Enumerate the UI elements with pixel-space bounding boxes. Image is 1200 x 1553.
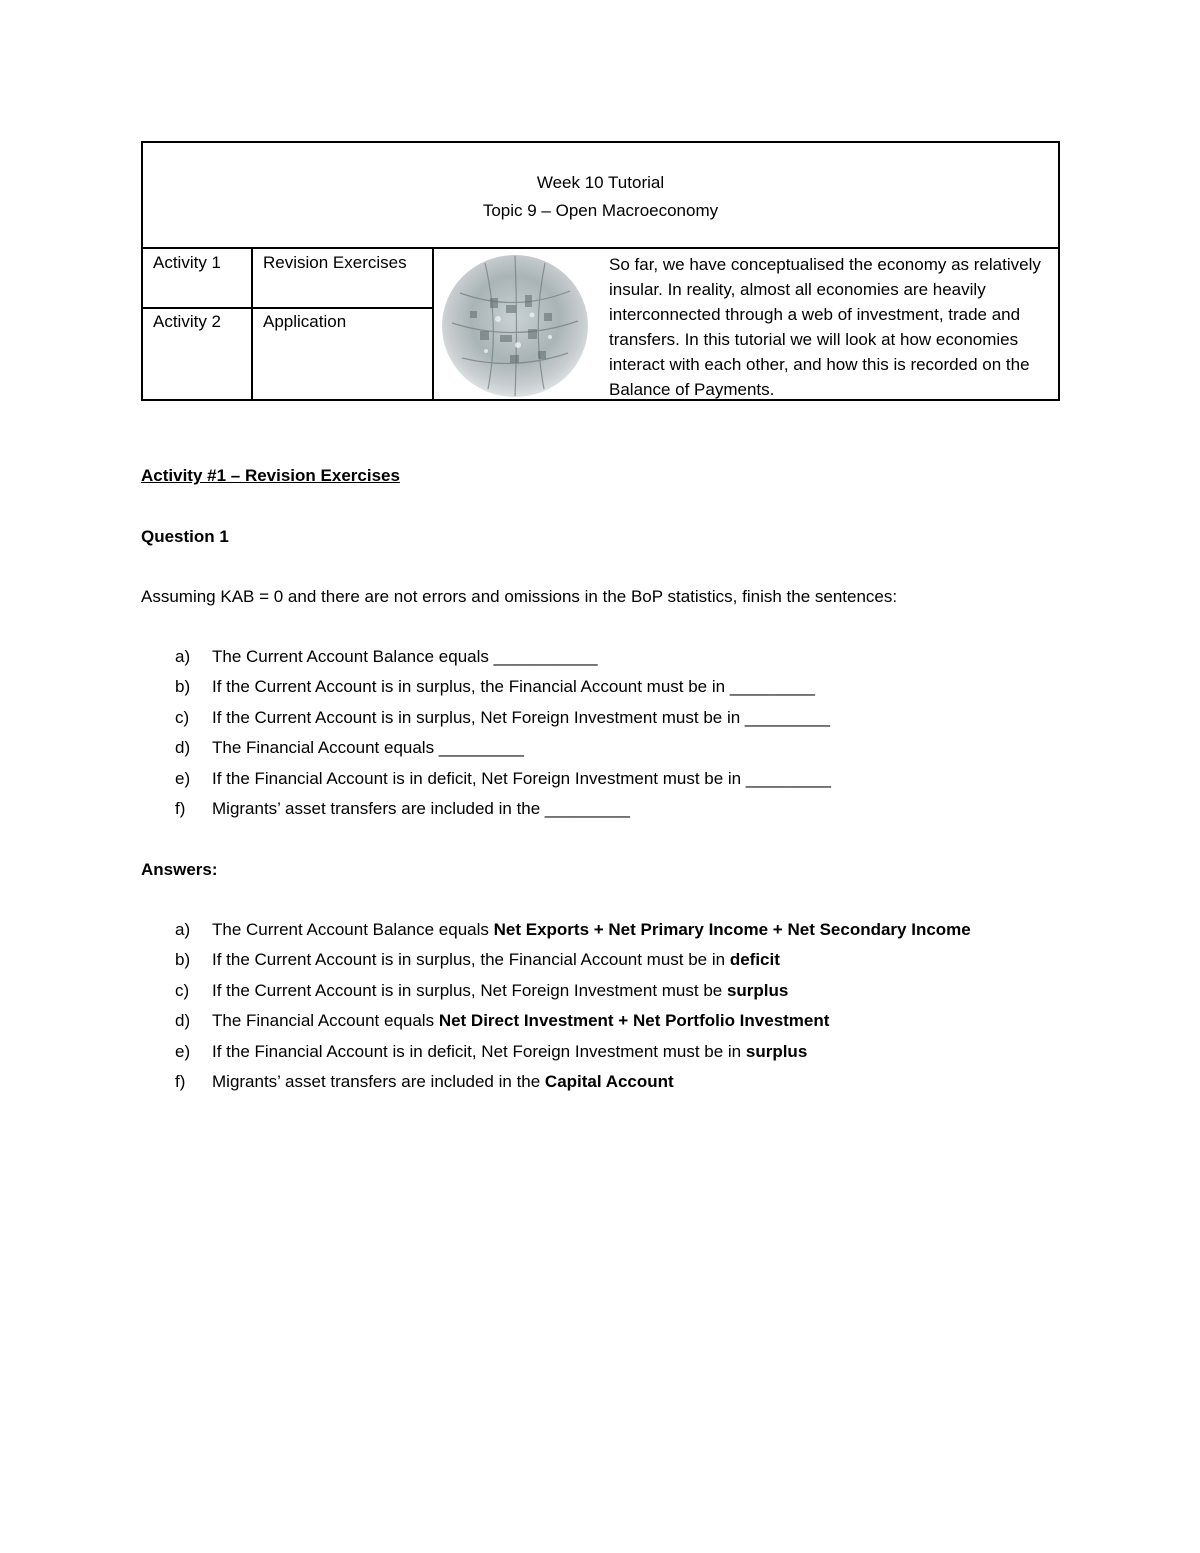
list-marker: e) [175, 1042, 191, 1061]
question-text: Migrants’ asset transfers are included in the _________ [212, 799, 631, 818]
activity-1-label: Activity 1 [153, 253, 222, 272]
answer-prompt: The Current Account Balance equals [212, 920, 494, 939]
answer-prompt: If the Financial Account is in deficit, Net Foreign Investment must be in [212, 1042, 746, 1061]
answer-line [212, 1011, 829, 1031]
list-marker: b) [175, 677, 191, 696]
topic-intro-text: So far, we have conceptualised the economy as relatively insular. In reality, almost all economies are heavily interconnected through a web of investment, trade and transfers. In this tutorial we will look at how economies interact with each other, and how this is recorded on the Balance of Payments. [609, 255, 1041, 399]
question-1-prompt: Assuming KAB = 0 and there are not errors and omissions in the BoP statistics, finish the sentences: [141, 587, 898, 606]
activity-2-title: Application [263, 312, 347, 331]
list-marker: e) [175, 769, 191, 788]
answer-value: Capital Account [544, 1072, 674, 1091]
answer-line [212, 981, 788, 1001]
question-text: If the Financial Account is in deficit, Net Foreign Investment must be in _________ [212, 769, 831, 788]
answer-value: surplus [745, 1042, 808, 1061]
answer-prompt: The Financial Account equals [212, 1011, 439, 1030]
question-1-heading: Question 1 [141, 527, 229, 546]
question-text: The Financial Account equals _________ [212, 738, 524, 757]
list-marker: d) [175, 738, 191, 757]
header-table [141, 141, 1060, 401]
list-marker: d) [175, 1011, 191, 1030]
answer-value: Net Exports + Net Primary Income + Net Secondary Income [493, 920, 971, 939]
tutorial-title: Week 10 Tutorial [536, 173, 665, 192]
answer-value: Net Direct Investment + Net Portfolio Investment [438, 1011, 830, 1030]
answer-line [212, 1042, 807, 1062]
answer-line [212, 1072, 674, 1092]
list-marker: b) [175, 950, 191, 969]
list-marker: a) [175, 647, 191, 666]
column-divider [251, 247, 253, 401]
list-marker: a) [175, 920, 191, 939]
activity-1-title: Revision Exercises [263, 253, 407, 272]
answer-line [212, 920, 971, 940]
activity-1-heading: Activity #1 – Revision Exercises [141, 466, 400, 485]
answer-value: deficit [729, 950, 780, 969]
row-divider [143, 307, 434, 309]
activity-2-label: Activity 2 [153, 312, 222, 331]
answer-prompt: If the Current Account is in surplus, Net Foreign Investment must be [212, 981, 727, 1000]
column-divider [432, 247, 434, 401]
answer-line [212, 950, 780, 970]
answer-prompt: If the Current Account is in surplus, the Financial Account must be in [212, 950, 730, 969]
list-marker: c) [175, 708, 190, 727]
topic-title: Topic 9 – Open Macroeconomy [482, 201, 719, 220]
globe-city-image [440, 253, 590, 399]
question-text: If the Current Account is in surplus, the Financial Account must be in _________ [212, 677, 815, 696]
list-marker: f) [175, 1072, 186, 1091]
question-text: The Current Account Balance equals ___________ [212, 647, 598, 666]
list-marker: c) [175, 981, 190, 1000]
answers-heading: Answers: [141, 860, 218, 879]
question-text: If the Current Account is in surplus, Net Foreign Investment must be in _________ [212, 708, 831, 727]
answer-value: surplus [726, 981, 789, 1000]
answer-prompt: Migrants’ asset transfers are included in the [212, 1072, 545, 1091]
list-marker: f) [175, 799, 186, 818]
title-row [143, 143, 1058, 249]
